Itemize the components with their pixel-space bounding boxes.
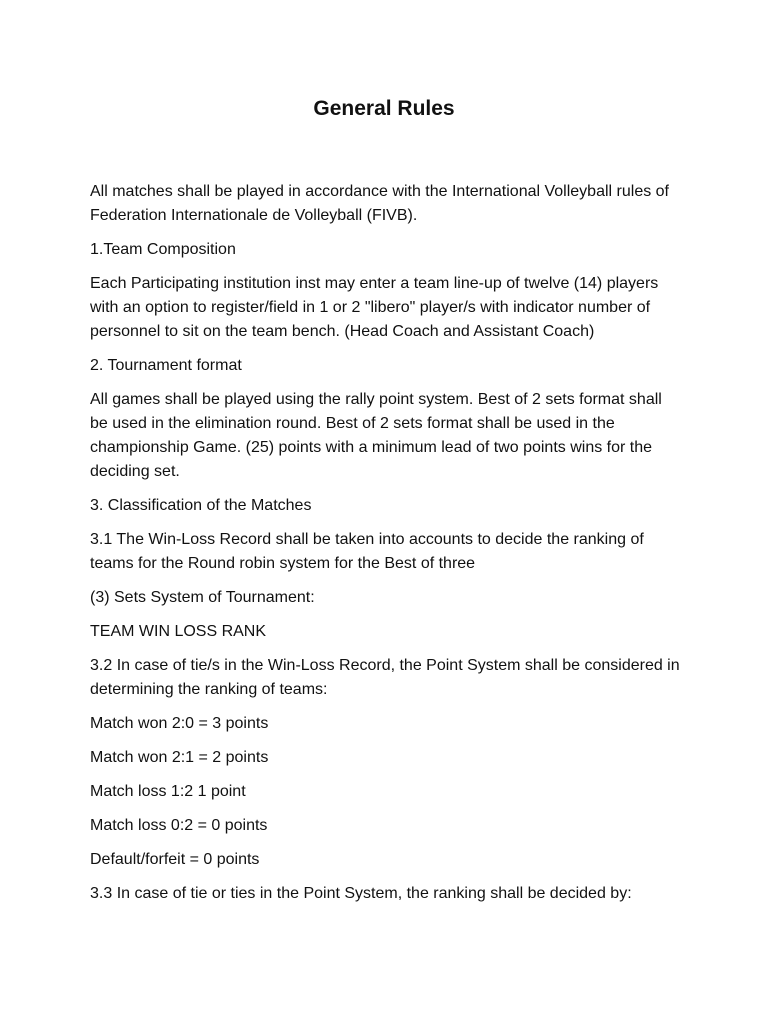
points-line-forfeit: Default/forfeit = 0 points bbox=[90, 851, 260, 868]
ranking-table-header-line: TEAM WIN LOSS RANK bbox=[90, 623, 267, 640]
rule-3-1-paragraph: 3.1 The Win-Loss Record shall be taken into accounts to decide the ranking of teams for the Round robin system for the Best of three bbox=[90, 531, 644, 572]
rule-3-3-paragraph: 3.3 In case of tie or ties in the Point System, the ranking shall be decided by: bbox=[90, 885, 632, 902]
section-heading-tournament-format: 2. Tournament format bbox=[90, 357, 242, 374]
section-heading-team-composition: 1.Team Composition bbox=[90, 241, 236, 258]
section-heading-classification: 3. Classification of the Matches bbox=[90, 497, 312, 514]
intro-paragraph: All matches shall be played in accordance with the International Volleyball rules of Federation Internationale de Volleyball (FIVB). bbox=[90, 183, 669, 224]
points-line-won-2-0: Match won 2:0 = 3 points bbox=[90, 715, 269, 732]
sets-system-line: (3) Sets System of Tournament: bbox=[90, 589, 315, 606]
points-line-loss-1-2: Match loss 1:2 1 point bbox=[90, 783, 246, 800]
rule-3-2-paragraph: 3.2 In case of tie/s in the Win-Loss Record, the Point System shall be considered in determining the ranking of teams: bbox=[90, 657, 680, 698]
points-line-loss-0-2: Match loss 0:2 = 0 points bbox=[90, 817, 268, 834]
team-composition-paragraph: Each Participating institution inst may enter a team line-up of twelve (14) players with an option to register/field in 1 or 2 "libero" player/s with indicator number of personnel to sit on the team bench. (Head Coach and Assistant Coach) bbox=[90, 275, 659, 340]
document-body bbox=[90, 180, 682, 916]
tournament-format-paragraph: All games shall be played using the rally point system. Best of 2 sets format shall be used in the elimination round. Best of 2 sets format shall be used in the championship Game. (25) points with a minimum lead of two points wins for the deciding set. bbox=[90, 391, 662, 480]
page-title: General Rules bbox=[313, 97, 455, 120]
points-line-won-2-1: Match won 2:1 = 2 points bbox=[90, 749, 269, 766]
